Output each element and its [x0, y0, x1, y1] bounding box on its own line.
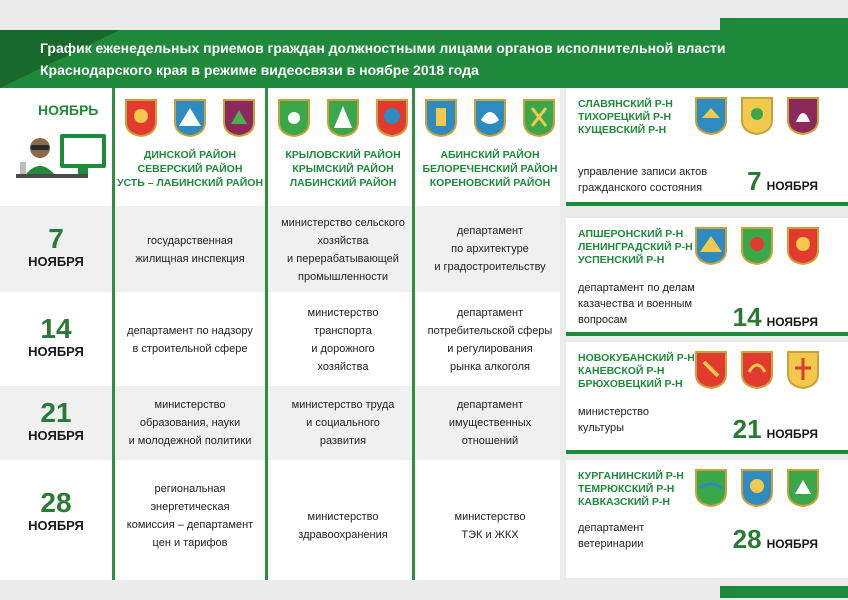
schedule-cell: региональная энергетическая комиссия – департамент цен и тарифов [126, 483, 254, 549]
coat-of-arms-icon [222, 98, 256, 138]
district-card-21 [566, 342, 848, 454]
coat-of-arms-icon [694, 468, 728, 508]
coat-of-arms-icon [326, 98, 360, 138]
row-date: 7 НОЯБРЯ [28, 223, 84, 269]
column-1-title: ДИНСКОЙ РАЙОН СЕВЕРСКИЙ РАЙОН УСТЬ – ЛАБИНСКИЙ РАЙОН [116, 149, 264, 189]
footer-stripe [720, 586, 848, 598]
header-stripe [720, 18, 848, 30]
row-date: 14 НОЯБРЯ [28, 313, 84, 359]
coat-of-arms-icon [694, 96, 728, 136]
header-banner [0, 30, 848, 88]
schedule-cell: министерство ТЭК и ЖКХ [454, 511, 526, 541]
card-crests [694, 96, 820, 136]
coat-of-arms-icon [277, 98, 311, 138]
coat-of-arms-icon [173, 98, 207, 138]
schedule-cell: департамент потребительской сферы и регулирования рынка алкоголя [427, 307, 553, 373]
card-divider [566, 450, 848, 454]
coat-of-arms-icon [786, 350, 820, 390]
card-date: 14 НОЯБРЯ [732, 302, 818, 332]
card-crests [694, 468, 820, 508]
schedule-cell: министерство образования, науки и молодежной политики [128, 399, 252, 447]
card-divider [566, 332, 848, 336]
card-divider [566, 202, 848, 206]
card-date: 21 НОЯБРЯ [732, 414, 818, 444]
row-date: 21 НОЯБРЯ [28, 397, 84, 443]
card-title: НОВОКУБАНСКИЙ Р-Н КАНЕВСКОЙ Р-Н БРЮХОВЕЦКИЙ Р-Н [578, 352, 695, 390]
coat-of-arms-icon [694, 350, 728, 390]
coat-of-arms-icon [740, 350, 774, 390]
month-label: НОЯБРЬ [38, 102, 99, 118]
schedule-cell: министерство транспорта и дорожного хозяйства [307, 307, 379, 373]
column-2-title: КРЫЛОВСКИЙ РАЙОН КРЫМСКИЙ РАЙОН ЛАБИНСКИЙ РАЙОН [285, 149, 401, 189]
column-divider [265, 88, 268, 580]
card-date: 28 НОЯБРЯ [732, 524, 818, 554]
row-date: 28 НОЯБРЯ [28, 487, 84, 533]
column-divider [112, 88, 115, 580]
card-crests [694, 226, 820, 266]
coat-of-arms-icon [740, 96, 774, 136]
coat-of-arms-icon [424, 98, 458, 138]
column-1-crests [116, 98, 264, 138]
card-date: 7 НОЯБРЯ [747, 166, 818, 196]
page-title-line-1: График еженедельных приемов граждан должностными лицами органов исполнительной власти [40, 40, 726, 56]
column-3-crests [416, 98, 564, 138]
schedule-cell: министерство здравоохранения [298, 511, 388, 541]
coat-of-arms-icon [375, 98, 409, 138]
card-department: управление записи актов гражданского состояния [578, 166, 708, 194]
district-card-7 [566, 88, 848, 206]
card-department: департамент по делам казачества и военным вопросам [578, 282, 695, 326]
card-title: АПШЕРОНСКИЙ Р-Н ЛЕНИНГРАДСКИЙ Р-Н УСПЕНСКИЙ Р-Н [578, 228, 693, 266]
schedule-table [0, 88, 560, 580]
coat-of-arms-icon [786, 226, 820, 266]
card-department: министерство культуры [578, 406, 649, 434]
coat-of-arms-icon [473, 98, 507, 138]
schedule-cell: министерство труда и социального развития [291, 399, 395, 447]
coat-of-arms-icon [786, 96, 820, 136]
card-crests [694, 350, 820, 390]
district-card-28 [566, 460, 848, 578]
coat-of-arms-icon [522, 98, 556, 138]
page-title-line-2: Краснодарского края в режиме видеосвязи в ноябре 2018 года [40, 62, 479, 78]
schedule-cell: государственная жилищная инспекция [135, 235, 245, 265]
district-card-14 [566, 218, 848, 336]
card-department: департамент ветеринарии [578, 522, 645, 550]
video-call-monitor-icon [12, 126, 108, 194]
schedule-cell: департамент по надзору в строительной сфере [127, 325, 253, 355]
column-2-crests [269, 98, 417, 138]
schedule-cell: министерство сельского хозяйства и перерабатывающей промышленности [281, 217, 405, 283]
card-title: СЛАВЯНСКИЙ Р-Н ТИХОРЕЦКИЙ Р-Н КУЩЕВСКИЙ Р-Н [578, 98, 673, 136]
coat-of-arms-icon [740, 468, 774, 508]
coat-of-arms-icon [124, 98, 158, 138]
column-3-title: АБИНСКИЙ РАЙОН БЕЛОРЕЧЕНСКИЙ РАЙОН КОРЕНОВСКИЙ РАЙОН [422, 149, 558, 189]
schedule-cell: департамент по архитектуре и градостроительству [434, 225, 546, 273]
coat-of-arms-icon [694, 226, 728, 266]
coat-of-arms-icon [740, 226, 774, 266]
card-title: КУРГАНИНСКИЙ Р-Н ТЕМРЮКСКИЙ Р-Н КАВКАЗСКИЙ Р-Н [578, 470, 684, 508]
schedule-cell: департамент имущественных отношений [448, 399, 532, 447]
coat-of-arms-icon [786, 468, 820, 508]
